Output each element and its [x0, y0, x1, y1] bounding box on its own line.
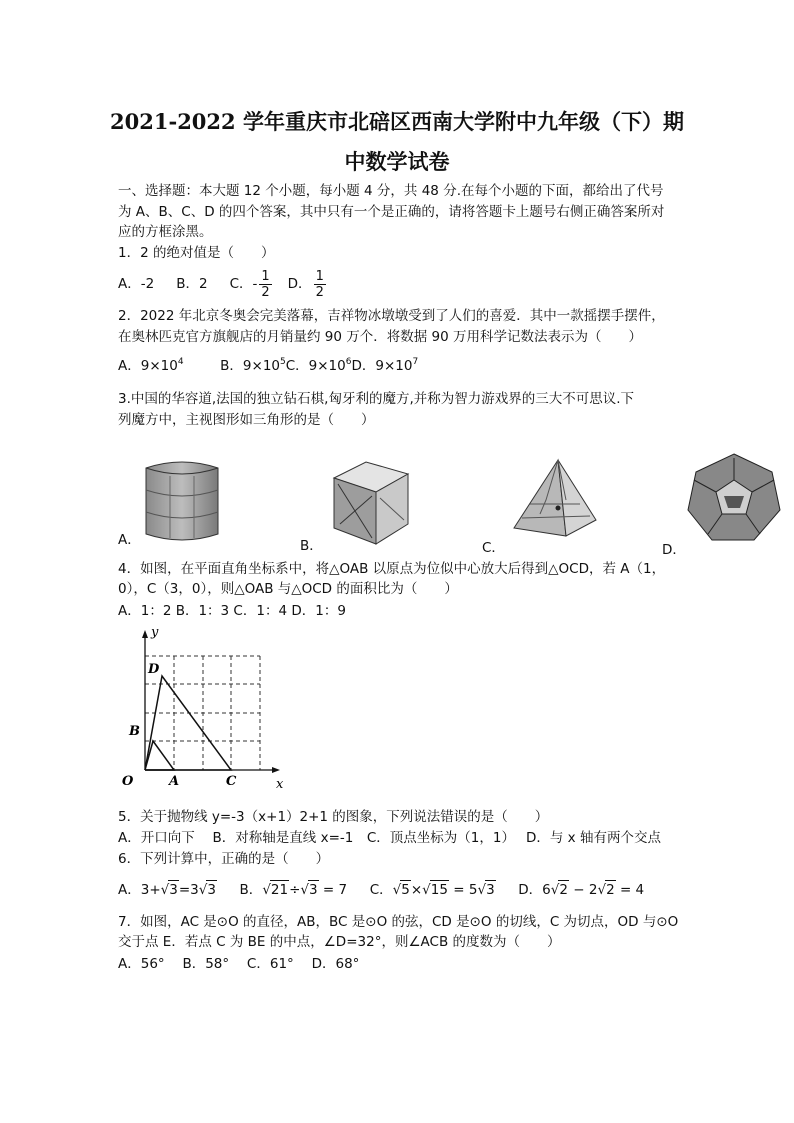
- q1-fraction-c: $\frac{1}{2}$: [261, 268, 270, 300]
- question-4-line1: 4．如图，在平面直角坐标系中，将△OAB 以原点为位似中心放大后得到△OCD，若 A（1，: [118, 561, 666, 577]
- q6-option-d: D．6√2 − 2√2 = 4: [518, 882, 645, 898]
- q1-option-a: A．-2: [118, 275, 155, 292]
- q6-option-a: A．3+√3=3√3: [118, 882, 216, 898]
- q1-option-c: C．-: [229, 275, 258, 292]
- q2-option-a: A．9×10: [118, 358, 178, 374]
- q2-option-d: D．9×10: [351, 358, 413, 374]
- pyramid-image: [506, 456, 600, 540]
- megaminx-image: [686, 452, 782, 544]
- question-7-line1: 7．如图，AC 是⊙O 的直径，AB，BC 是⊙O 的弦，CD 是⊙O 的切线，C 为切点，OD 与⊙O: [118, 914, 679, 930]
- section-instructions-line1: 一、选择题：本大题 12 个小题，每小题 4 分，共 48 分.在每个小题的下面，都给出了代号: [118, 183, 664, 199]
- question-6-stem: 6．下列计算中，正确的是（ ）: [118, 851, 330, 867]
- q3-option-b: B．: [300, 538, 323, 554]
- question-2-line2: 在奥林匹克官方旗舰店的月销量约 90 万个．将数据 90 万用科学记数法表示为（ ）: [118, 329, 643, 345]
- question-3-line2: 列魔方中，主视图形如三角形的是（ ）: [118, 412, 375, 428]
- question-4-line2: 0），C（3，0），则△OAB 与△OCD 的面积比为（ ）: [118, 581, 458, 597]
- question-1-stem: 1．2 的绝对值是（ ）: [118, 245, 275, 261]
- section-instructions-line2: 为 A、B、C、D 的四个答案，其中只有一个是正确的，请将答题卡上题号右侧正确答案所对: [118, 204, 665, 220]
- y-axis-label: y: [151, 625, 159, 640]
- x-axis-label: x: [276, 777, 284, 792]
- question-7-line2: 交于点 E．若点 C 为 BE 的中点，∠D=32°，则∠ACB 的度数为（ ）: [118, 934, 561, 950]
- q6-option-b: B．√21÷√3 = 7: [239, 882, 348, 898]
- q3-option-c: C．: [482, 540, 505, 556]
- question-6-options: [118, 880, 644, 900]
- q4-coordinate-figure: [118, 622, 298, 794]
- question-4-options: A．1：2 B．1：3 C．1：4 D．1：9: [118, 603, 346, 619]
- q3-option-d: D．: [662, 542, 686, 558]
- cylinder-cube-image: [140, 458, 224, 546]
- question-5-stem: 5．关于抛物线 y=-3（x+1）2+1 的图象，下列说法错误的是（ ）: [118, 809, 549, 825]
- triangle-ocd: [145, 676, 231, 770]
- point-d-label: D: [148, 662, 160, 677]
- cube-image: [326, 458, 416, 548]
- question-5-options: A．开口向下 B．对称轴是直线 x=-1 C．顶点坐标为（1，1） D．与 x 轴有两个交点: [118, 830, 661, 846]
- point-b-label: B: [129, 724, 140, 739]
- question-2-line1: 2．2022 年北京冬奥会完美落幕，吉祥物冰墩墩受到了人们的喜爱．其中一款摇摆手摆件，: [118, 308, 665, 324]
- question-1-options: [118, 266, 328, 302]
- q1-option-b: B．2: [176, 275, 208, 292]
- q1-option-d: D．: [287, 275, 312, 292]
- q6-option-c: C．√5×√15 = 5√3: [369, 882, 495, 898]
- exam-title-line1: 2021-2022 学年重庆市北碚区西南大学附中九年级（下）期: [110, 109, 684, 134]
- point-c-label: C: [226, 774, 237, 789]
- question-7-options: A．56° B．58° C．61° D．68°: [118, 956, 360, 972]
- question-3-line1: 3.中国的华容道,法国的独立钻石棋,匈牙利的魔方,并称为智力游戏界的三大不可思议.下: [118, 391, 635, 407]
- section-instructions-line3: 应的方框涂黑。: [118, 224, 213, 240]
- question-2-options: A．$9\times 10^4$ B．$9\times 10^5C$．$9\times 10^6D$．$9\times 10^7$: [118, 357, 419, 374]
- point-o-label: O: [122, 774, 134, 789]
- point-a-label: A: [169, 774, 180, 789]
- q3-option-a: A．: [118, 532, 141, 548]
- q1-fraction-d: $\frac{1}{2}$: [315, 268, 324, 300]
- exam-title-line2: 中数学试卷: [344, 149, 450, 174]
- q2-option-c: C．9×10: [285, 358, 346, 374]
- q2-option-b: B．9×10: [220, 358, 280, 374]
